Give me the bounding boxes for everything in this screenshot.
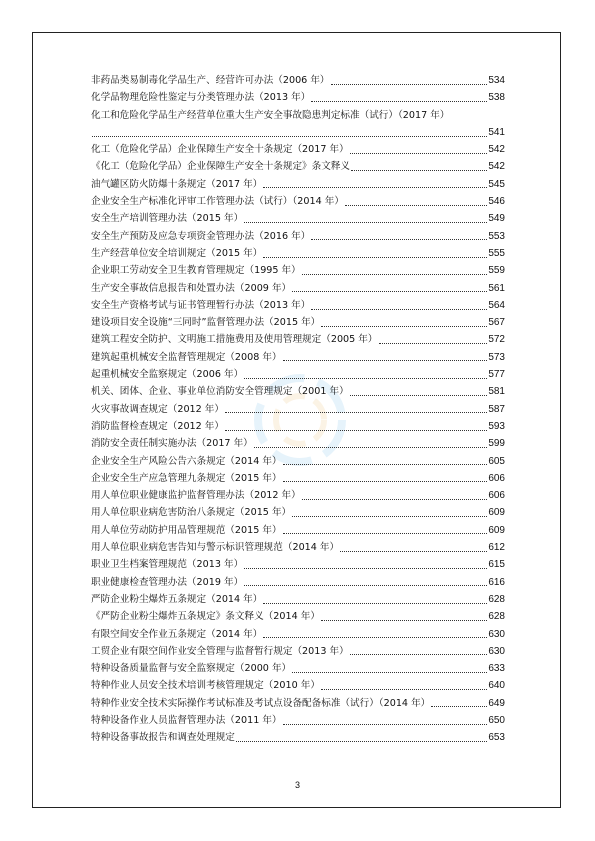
toc-entry-title: 企业职工劳动安全卫生教育管理规定（1995 年） xyxy=(91,265,301,277)
toc-entry-page: 630 xyxy=(488,645,505,657)
toc-leader-dots xyxy=(321,688,487,690)
toc-entry-page: 542 xyxy=(488,161,505,173)
toc-leader-dots xyxy=(350,152,488,154)
toc-entry-title: 安全生产培训管理办法（2015 年） xyxy=(91,213,244,225)
toc-entry[interactable] xyxy=(91,435,505,452)
toc-entry-page: 564 xyxy=(488,299,505,311)
toc-entry-title: 化工和危险化学品生产经营单位重大生产安全事故隐患判定标准（试行）（2017 年） xyxy=(91,109,450,121)
toc-entry-page: 567 xyxy=(488,317,505,329)
toc-entry-page: 628 xyxy=(488,611,505,623)
toc-leader-dots xyxy=(302,273,488,275)
toc-entry[interactable] xyxy=(91,660,505,677)
toc-entry-title: 用人单位劳动防护用品管理规范（2015 年） xyxy=(91,524,282,536)
toc-entry[interactable] xyxy=(91,349,505,366)
toc-entry-page: 534 xyxy=(488,75,505,86)
toc-entry[interactable] xyxy=(91,280,505,297)
toc-leader-dots xyxy=(244,377,487,379)
toc-entry-page: 581 xyxy=(488,386,505,398)
toc-entry-title: 建筑工程安全防护、文明施工措施费用及使用管理规定（2005 年） xyxy=(91,334,378,346)
toc-entry-page: 606 xyxy=(488,490,505,502)
toc-entry[interactable] xyxy=(91,158,505,175)
toc-entry-page: 545 xyxy=(488,178,505,190)
toc-entry[interactable] xyxy=(91,418,505,435)
toc-leader-dots xyxy=(311,100,487,102)
toc-entry-page: 546 xyxy=(488,196,505,208)
toc-entry[interactable] xyxy=(91,695,505,712)
toc-entry-title: 特种作业人员安全技术培训考核管理规定（2010 年） xyxy=(91,680,320,692)
toc-entry-title: 安全生产资格考试与证书管理暂行办法（2013 年） xyxy=(91,299,311,311)
toc-entry[interactable] xyxy=(91,210,505,227)
toc-entry-title: 消防监督检查规定（2012 年） xyxy=(91,420,224,432)
toc-leader-dots xyxy=(283,723,488,725)
toc-entry-page: 538 xyxy=(488,92,505,104)
toc-entry-title: 非药品类易制毒化学品生产、经营许可办法（2006 年） xyxy=(91,75,330,86)
toc-entry-title: 职业健康检查管理办法（2019 年） xyxy=(91,576,244,588)
toc-entry[interactable] xyxy=(91,556,505,573)
toc-entry-title: 油气罐区防火防爆十条规定（2017 年） xyxy=(91,178,263,190)
toc-entry[interactable] xyxy=(91,107,505,142)
toc-entry[interactable] xyxy=(91,487,505,504)
toc-entry-title: 起重机械安全监察规定（2006 年） xyxy=(91,369,244,381)
toc-leader-dots xyxy=(379,342,488,344)
toc-entry-title: 特种作业安全技术实际操作考试标准及考试点设备配备标准（试行）（2014 年） xyxy=(91,697,431,709)
toc-entry[interactable] xyxy=(91,245,505,262)
toc-entry-page: 587 xyxy=(488,403,505,415)
toc-entry-page: 606 xyxy=(488,472,505,484)
toc-entry-page: 553 xyxy=(488,230,505,242)
toc-entry-title: 特种设备质量监督与安全监察规定（2000 年） xyxy=(91,663,292,675)
toc-leader-dots xyxy=(254,446,488,448)
toc-entry[interactable] xyxy=(91,228,505,245)
toc-entry-title: 特种设备事故报告和调查处理规定 xyxy=(91,732,235,744)
toc-entry-page: 640 xyxy=(488,680,505,692)
toc-entry-page: 542 xyxy=(488,144,505,156)
toc-entry[interactable] xyxy=(91,176,505,193)
toc-entry-title: 职业卫生档案管理规范（2013 年） xyxy=(91,559,244,571)
toc-entry[interactable] xyxy=(91,262,505,279)
toc-entry[interactable] xyxy=(91,712,505,729)
toc-leader-dots xyxy=(292,671,487,673)
toc-entry[interactable] xyxy=(91,383,505,400)
toc-leader-dots xyxy=(225,429,487,431)
toc-entry[interactable] xyxy=(91,643,505,660)
table-of-contents xyxy=(91,72,505,747)
toc-entry-title: 用人单位职业健康监护监督管理办法（2012 年） xyxy=(91,490,301,502)
toc-entry-title: 有限空间安全作业五条规定（2014 年） xyxy=(91,628,263,640)
toc-entry-title: 用人单位职业病危害告知与警示标识管理规范（2014 年） xyxy=(91,542,340,554)
toc-entry-page: 599 xyxy=(488,438,505,450)
toc-entry-title: 消防安全责任制实施办法（2017 年） xyxy=(91,438,253,450)
toc-entry-page: 609 xyxy=(488,524,505,536)
toc-leader-dots xyxy=(283,532,488,534)
toc-leader-dots xyxy=(244,567,487,569)
toc-entry[interactable] xyxy=(91,314,505,331)
toc-entry-page: 572 xyxy=(488,334,505,346)
toc-leader-dots xyxy=(345,204,487,206)
toc-leader-dots xyxy=(350,653,488,655)
toc-leader-dots xyxy=(351,169,487,171)
toc-entry[interactable] xyxy=(91,504,505,521)
toc-entry[interactable] xyxy=(91,729,505,746)
toc-entry[interactable] xyxy=(91,72,505,89)
toc-entry-page: 615 xyxy=(488,559,505,571)
toc-entry[interactable] xyxy=(91,626,505,643)
toc-entry[interactable] xyxy=(91,574,505,591)
toc-entry-page: 559 xyxy=(488,265,505,277)
toc-entry-page: 605 xyxy=(488,455,505,467)
toc-entry-page: 573 xyxy=(488,351,505,363)
toc-entry-title: 机关、团体、企业、事业单位消防安全管理规定（2001 年） xyxy=(91,386,349,398)
toc-leader-dots xyxy=(244,221,487,223)
page-number: 3 xyxy=(294,780,300,790)
toc-entry[interactable] xyxy=(91,401,505,418)
toc-leader-dots xyxy=(263,256,487,258)
toc-entry[interactable] xyxy=(91,297,505,314)
toc-entry[interactable] xyxy=(91,470,505,487)
toc-entry-title: 企业安全生产风险公告六条规定（2014 年） xyxy=(91,455,282,467)
toc-leader-dots xyxy=(283,480,488,482)
toc-entry-page: 630 xyxy=(488,628,505,640)
toc-leader-dots xyxy=(340,550,487,552)
toc-entry[interactable] xyxy=(91,453,505,470)
toc-entry-page: 628 xyxy=(488,593,505,605)
toc-leader-dots xyxy=(244,584,487,586)
toc-leader-dots xyxy=(311,308,487,310)
toc-leader-dots xyxy=(321,619,487,621)
toc-entry-title: 用人单位职业病危害防治八条规定（2015 年） xyxy=(91,507,292,519)
toc-leader-dots xyxy=(302,498,488,500)
toc-leader-dots xyxy=(431,705,487,707)
toc-entry-title: 化工（危险化学品）企业保障生产安全十条规定（2017 年） xyxy=(91,144,349,156)
toc-leader-dots xyxy=(236,740,487,742)
toc-leader-dots xyxy=(263,186,487,188)
toc-entry-page: 616 xyxy=(488,576,505,588)
toc-entry-page: 650 xyxy=(488,714,505,726)
toc-entry-page: 649 xyxy=(488,697,505,709)
toc-entry-title: 建设项目安全设施“三同时”监督管理办法（2015 年） xyxy=(91,317,321,329)
toc-leader-dots xyxy=(331,83,488,85)
toc-entry-title: 建筑起重机械安全监督管理规定（2008 年） xyxy=(91,351,282,363)
toc-leader-dots xyxy=(283,359,488,361)
toc-entry[interactable] xyxy=(91,608,505,625)
toc-entry-title: 火灾事故调查规定（2012 年） xyxy=(91,403,224,415)
toc-entry[interactable] xyxy=(91,331,505,348)
toc-entry-title: 特种设备作业人员监督管理办法（2011 年） xyxy=(91,714,282,726)
toc-entry-page: 555 xyxy=(488,247,505,259)
toc-entry[interactable] xyxy=(91,366,505,383)
toc-leader-dots xyxy=(292,290,487,292)
toc-entry-title: 工贸企业有限空间作业安全管理与监督暂行规定（2013 年） xyxy=(91,645,349,657)
toc-entry-page: 609 xyxy=(488,507,505,519)
toc-entry[interactable] xyxy=(91,539,505,556)
toc-entry-title: 化学品物理危险性鉴定与分类管理办法（2013 年） xyxy=(91,92,311,104)
toc-entry[interactable] xyxy=(91,89,505,106)
toc-entry-page: 612 xyxy=(488,542,505,554)
toc-entry-title: 企业安全生产应急管理九条规定（2015 年） xyxy=(91,472,282,484)
toc-leader-dots xyxy=(225,411,487,413)
toc-entry[interactable] xyxy=(91,193,505,210)
toc-entry-page: 633 xyxy=(488,663,505,675)
toc-entry-title: 生产安全事故信息报告和处置办法（2009 年） xyxy=(91,282,292,294)
toc-leader-dots xyxy=(311,238,487,240)
toc-entry-page: 577 xyxy=(488,369,505,381)
toc-entry-page: 561 xyxy=(488,282,505,294)
toc-entry[interactable] xyxy=(91,522,505,539)
toc-entry-page: 541 xyxy=(488,126,505,138)
toc-entry-title: 安全生产预防及应急专项资金管理办法（2016 年） xyxy=(91,230,311,242)
toc-entry-title: 企业安全生产标准化评审工作管理办法（试行）（2014 年） xyxy=(91,196,344,208)
toc-leader-dots xyxy=(350,394,488,396)
toc-entry-title: 生产经营单位安全培训规定（2015 年） xyxy=(91,247,263,259)
toc-entry[interactable] xyxy=(91,591,505,608)
toc-leader-dots xyxy=(263,602,487,604)
toc-entry-title: 《化工（危险化学品）企业保障生产安全十条规定》条文释义 xyxy=(91,161,351,173)
toc-entry[interactable] xyxy=(91,677,505,694)
toc-entry[interactable] xyxy=(91,141,505,158)
toc-leader-dots xyxy=(321,325,487,327)
toc-leader-dots xyxy=(263,636,487,638)
toc-entry-page: 593 xyxy=(488,420,505,432)
toc-leader-dots xyxy=(92,135,487,137)
toc-entry-title: 《严防企业粉尘爆炸五条规定》条文释义（2014 年） xyxy=(91,611,320,623)
toc-leader-dots xyxy=(292,515,487,517)
toc-entry-title: 严防企业粉尘爆炸五条规定（2014 年） xyxy=(91,593,263,605)
toc-leader-dots xyxy=(283,463,488,465)
toc-entry-page: 549 xyxy=(488,213,505,225)
toc-entry-page: 653 xyxy=(488,732,505,744)
